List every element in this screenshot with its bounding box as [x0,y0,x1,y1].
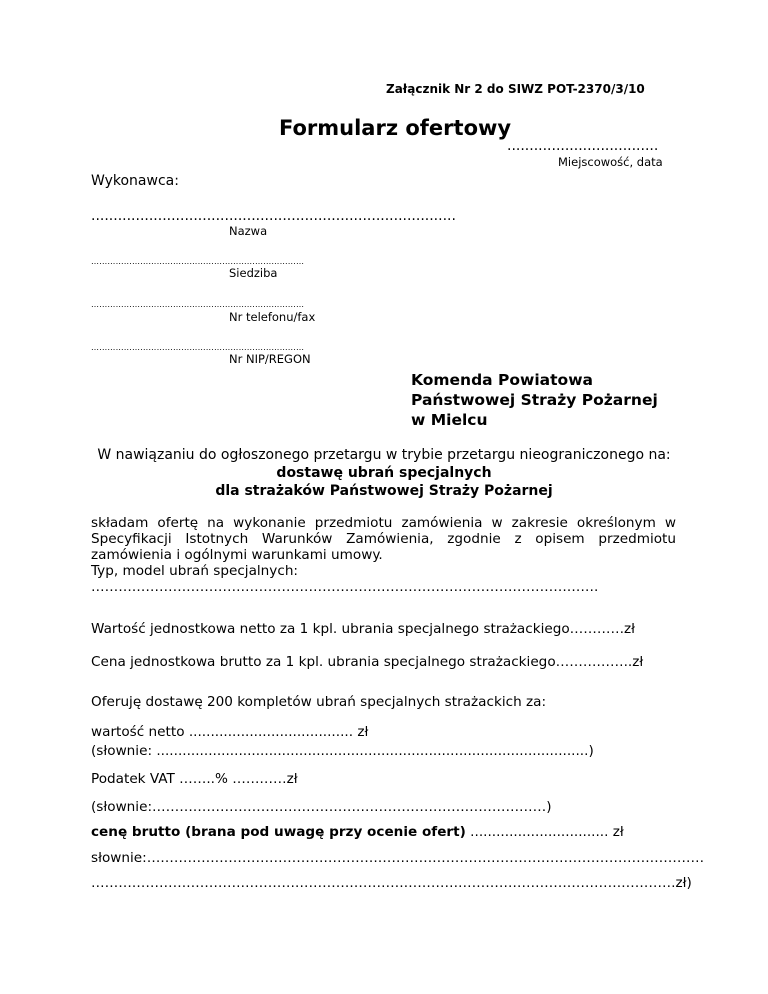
gross-price-dots: ................................ zł [465,824,624,840]
unit-net-line[interactable]: Wartość jednostkowa netto za 1 kpl. ubrania specjalnego strażackiego…………zł [91,621,636,637]
addressee-block [411,370,658,430]
contractor-heading: Wykonawca: [91,173,179,189]
gross-price-label: cenę brutto (brana pod uwagę przy ocenie ofert) [91,824,466,840]
addressee-line-2: Państwowej Straży Pożarnej [411,391,658,409]
gross-words-end-line[interactable]: …………………………………………………………………………………………………………………zł) [91,875,692,891]
contractor-name-label: Nazwa [229,224,268,238]
offer-paragraph [91,515,676,595]
intro-line: W nawiązaniu do ogłoszonego przetargu w trybie przetargu nieograniczonego na: [97,447,671,463]
subject-line-1: dostawę ubrań specjalnych [276,465,492,481]
form-title: Formularz ofertowy [279,116,512,140]
net-words-line[interactable]: (słownie: ....................................................................................................) [91,743,594,759]
addressee-line-1: Komenda Powiatowa [411,371,593,389]
subject-line-2: dla strażaków Państwowej Straży Pożarnej [215,483,553,499]
type-field[interactable]: …………………………………………………………………………………………………. [91,579,599,595]
annex-reference: Załącznik Nr 2 do SIWZ POT-2370/3/10 [386,82,645,96]
gross-words-line[interactable]: słownie:…………………………………………………………………………………………………………… [91,850,705,866]
contractor-seat-label: Siedziba [229,266,278,280]
net-value-line[interactable]: wartość netto ...................................... zł [91,724,369,740]
offer-intro: Oferuję dostawę 200 kompletów ubrań specjalnych strażackich za: [91,694,547,710]
type-label: Typ, model ubrań specjalnych: [91,563,299,579]
contractor-phone-field[interactable]: …………………………………………………………………… [91,300,305,309]
addressee-line-3: w Mielcu [411,411,488,429]
place-date-field[interactable]: .................................. [507,138,659,154]
vat-line[interactable]: Podatek VAT ……..% …………zł [91,771,298,787]
contractor-name-field[interactable]: .................................................................................. [91,208,456,224]
contractor-seat-field[interactable]: …………………………………………………………………… [91,257,305,266]
vat-words-line[interactable]: (słownie:……………………………………………………………………………) [91,799,552,815]
offer-paragraph-text: składam ofertę na wykonanie przedmiotu zamówienia w zakresie określonym w Specyfikacji Istotnych Warunków Zamówienia, zgodnie z opisem przedmiotu zamówienia i ogólnymi warunkami umowy. [91,515,676,563]
unit-gross-line[interactable]: Cena jednostkowa brutto za 1 kpl. ubrania specjalnego strażackiego……………..zł [91,654,644,670]
gross-price-line[interactable] [91,824,624,840]
contractor-nip-field[interactable]: …………………………………………………………………… [91,343,305,352]
contractor-nip-label: Nr NIP/REGON [229,352,311,366]
place-date-label: Miejscowość, data [558,155,663,169]
contractor-phone-label: Nr telefonu/fax [229,310,316,324]
